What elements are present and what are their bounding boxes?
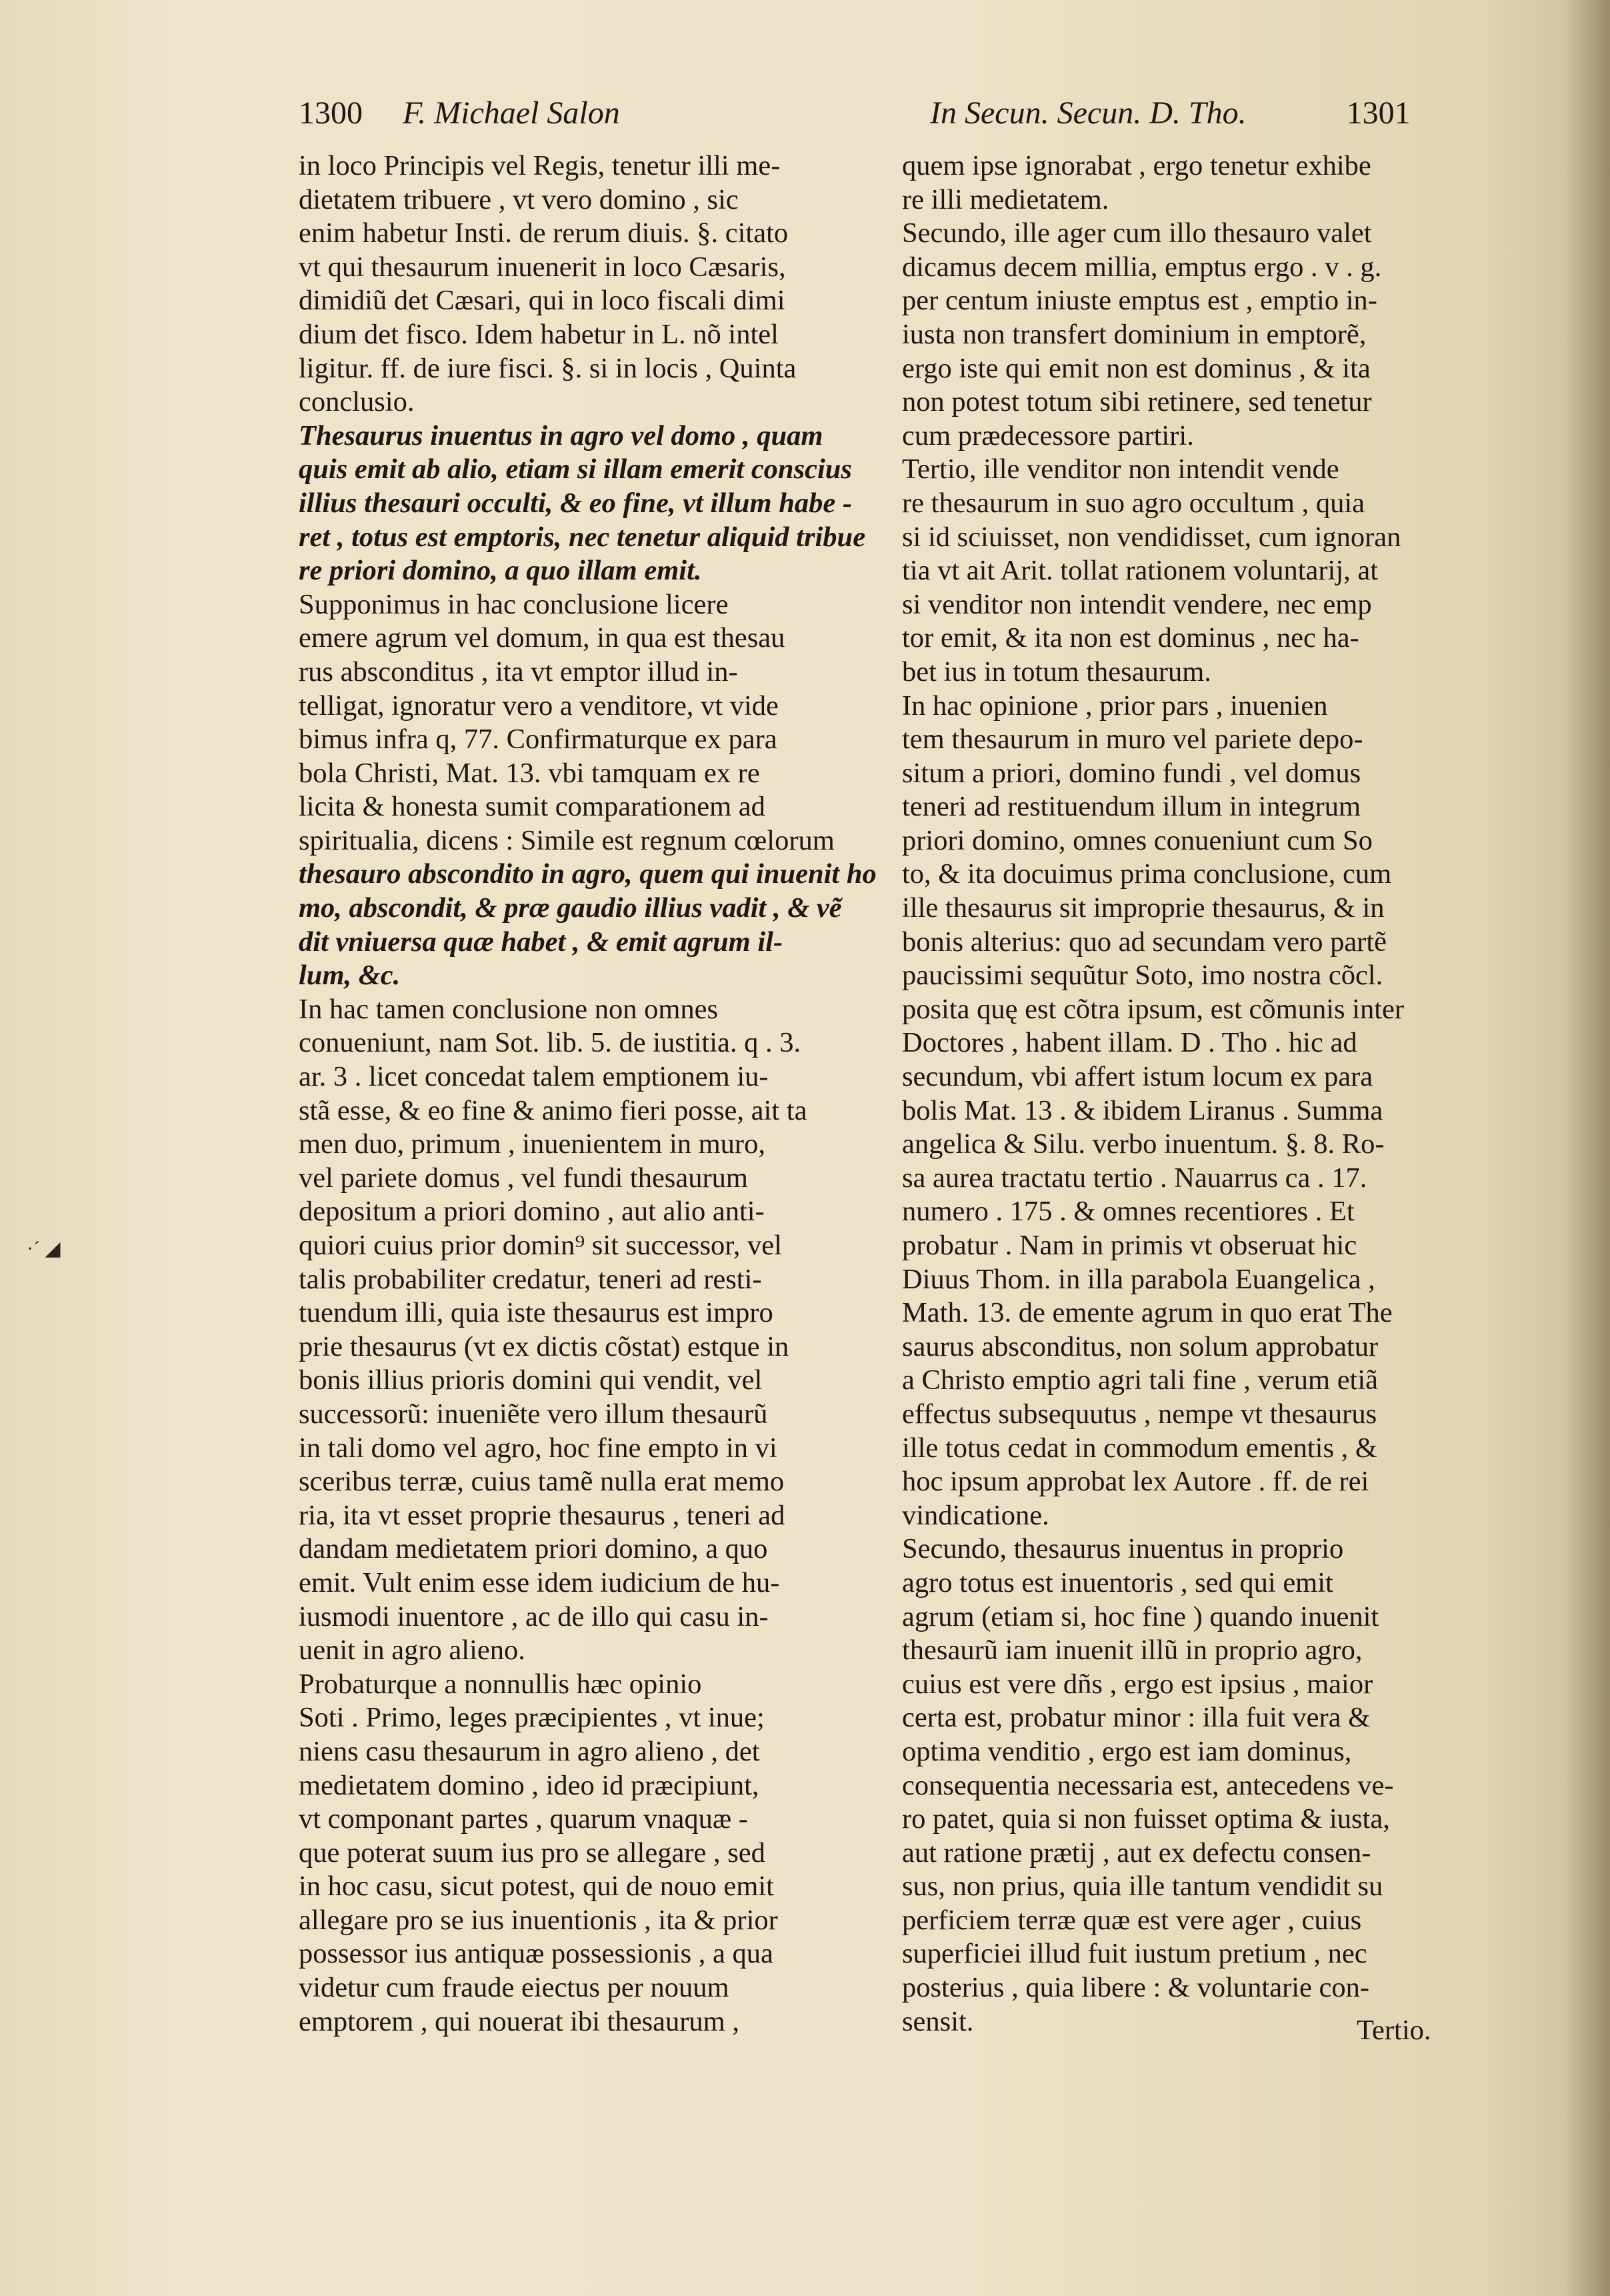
- text-line: talis probabiliter credatur, teneri ad resti-: [299, 1263, 762, 1295]
- text-line: bola Christi, Mat. 13. vbi tamquam ex re: [299, 757, 760, 789]
- text-line: superficiei illud fuit iustum pretium , nec: [902, 1938, 1367, 1970]
- text-line: posita quę est cõtra ipsum, est cõmunis inter: [902, 993, 1405, 1025]
- text-line: in loco Principis vel Regis, tenetur illi me-: [299, 150, 781, 181]
- text-line: cuius est vere dñs , ergo est ipsius , maior: [902, 1668, 1373, 1700]
- text-line: to, & ita docuimus prima conclusione, cum: [902, 858, 1392, 890]
- text-line: possessor ius antiquæ possessionis , a qua: [299, 1938, 773, 1970]
- text-line: men duo, primum , inuenientem in muro,: [299, 1128, 765, 1160]
- text-line: emptorem , qui nouerat ibi thesaurum ,: [299, 2005, 739, 2037]
- text-line: prie thesaurus (vt ex dictis cõstat) estque in: [299, 1330, 789, 1362]
- text-line: in tali domo vel agro, hoc fine empto in vi: [299, 1432, 777, 1464]
- text-line: thesauro abscondito in agro, quem qui inuenit ho: [299, 858, 877, 890]
- margin-ink-mark: ·ˊ ◢: [27, 1238, 61, 1260]
- text-line: re priori domino, a quo illam emit.: [299, 555, 702, 587]
- text-line: quiori cuius prior domin⁹ sit successor, vel: [299, 1230, 782, 1261]
- text-line: dium det fisco. Idem habetur in L. nõ intel: [299, 318, 779, 350]
- text-line: thesaurũ iam inuenit illũ in proprio agro,: [902, 1634, 1363, 1666]
- text-line: bonis alterius: quo ad secundam vero partẽ: [902, 926, 1387, 958]
- text-line: hoc ipsum approbat lex Autore . ff. de rei: [902, 1466, 1369, 1498]
- text-line: perficiem terræ quæ est vere ager , cuius: [902, 1904, 1362, 1936]
- running-header-left: [299, 95, 620, 131]
- text-line: ro patet, quia si non fuisset optima & iusta,: [902, 1803, 1390, 1835]
- header-title-right: In Secun. Secun. D. Tho.: [930, 95, 1247, 131]
- text-line: ar. 3 . licet concedat talem emptionem iu-: [299, 1061, 769, 1093]
- text-line: enim habetur Insti. de rerum diuis. §. citato: [299, 217, 789, 249]
- text-line: lum, &c.: [299, 960, 401, 992]
- text-line: optima venditio , ergo est iam dominus,: [902, 1735, 1352, 1767]
- text-line: emere agrum vel domum, in qua est thesau: [299, 622, 785, 654]
- text-line: tem thesaurum in muro vel pariete depo-: [902, 724, 1363, 756]
- text-line: Diuus Thom. in illa parabola Euangelica ,: [902, 1263, 1375, 1295]
- header-title-left: F. Michael Salon: [403, 95, 620, 131]
- text-line: Math. 13. de emente agrum in quo erat The: [902, 1297, 1393, 1329]
- text-line: agro totus est inuentoris , sed qui emit: [902, 1566, 1333, 1598]
- text-line: numero . 175 . & omnes recentiores . Et: [902, 1196, 1355, 1228]
- text-line: medietatem domino , ideo id præcipiunt,: [299, 1769, 759, 1801]
- text-line: Secundo, ille ager cum illo thesauro valet: [902, 217, 1372, 249]
- text-line: spiritualia, dicens : Simile est regnum cœlorum: [299, 824, 835, 856]
- text-line: aut ratione prætij , aut ex defectu consen-: [902, 1837, 1371, 1869]
- text-line: Soti . Primo, leges præcipientes , vt inue;: [299, 1702, 765, 1734]
- text-line: stã esse, & eo fine & animo fieri posse, ait ta: [299, 1094, 807, 1126]
- text-line: mo, abscondit, & præ gaudio illius vadit , & vẽ: [299, 892, 842, 924]
- text-line: successorũ: inueniẽte vero illum thesaurũ: [299, 1398, 768, 1430]
- text-line: bimus infra q, 77. Confirmaturque ex para: [299, 724, 777, 756]
- text-line: bet ius in totum thesaurum.: [902, 656, 1211, 688]
- text-line: ria, ita vt esset proprie thesaurus , teneri ad: [299, 1499, 785, 1531]
- text-line: sus, non prius, quia ille tantum vendidit su: [902, 1871, 1383, 1903]
- text-line: a Christo emptio agri tali fine , verum etiã: [902, 1364, 1379, 1396]
- text-column-right: [902, 149, 1455, 2039]
- text-line: agrum (etiam si, hoc fine ) quando inuenit: [902, 1600, 1379, 1632]
- text-line: sensit.: [902, 2005, 974, 2037]
- text-line: probatur . Nam in primis vt obseruat hic: [902, 1230, 1357, 1261]
- text-line: priori domino, omnes conueniunt cum So: [902, 824, 1373, 856]
- text-line: telligat, ignoratur vero a venditore, vt vide: [299, 690, 779, 722]
- text-line: cum prædecessore partiri.: [902, 419, 1194, 451]
- text-line: consequentia necessaria est, antecedens ve-: [902, 1769, 1394, 1801]
- text-line: sa aurea tractatu tertio . Nauarrus ca . 17.: [902, 1162, 1367, 1194]
- text-line: re illi medietatem.: [902, 183, 1109, 215]
- text-line: emit. Vult enim esse idem iudicium de hu-: [299, 1566, 780, 1598]
- text-line: Thesaurus inuentus in agro vel domo , quam: [299, 419, 823, 451]
- text-line: vt qui thesaurum inuenerit in loco Cæsaris,: [299, 251, 786, 283]
- text-line: quis emit ab alio, etiam si illam emerit conscius: [299, 453, 852, 485]
- text-line: iusta non transfert dominium in emptorẽ,: [902, 318, 1367, 350]
- text-line: allegare pro se ius inuentionis , ita & prior: [299, 1904, 778, 1936]
- text-line: dicamus decem millia, emptus ergo . v . g.: [902, 251, 1382, 283]
- text-line: si id sciuisset, non vendidisset, cum ignoran: [902, 521, 1401, 553]
- text-line: tor emit, & ita non est dominus , nec ha-: [902, 622, 1359, 654]
- text-column-left: [299, 149, 877, 2039]
- text-line: vel pariete domus , vel fundi thesaurum: [299, 1162, 748, 1194]
- text-line: secundum, vbi affert istum locum ex para: [902, 1061, 1373, 1093]
- text-line: situm a priori, domino fundi , vel domus: [902, 757, 1361, 789]
- text-line: posterius , quia libere : & voluntarie con-: [902, 1972, 1370, 2004]
- text-line: vt componant partes , quarum vnaquæ -: [299, 1803, 748, 1835]
- text-line: ligitur. ff. de iure fisci. §. si in locis , Quinta: [299, 352, 797, 384]
- text-line: si venditor non intendit vendere, nec emp: [902, 588, 1372, 620]
- running-header-right: [930, 95, 1411, 131]
- text-line: bonis illius prioris domini qui vendit, vel: [299, 1364, 763, 1396]
- text-line: vindicatione.: [902, 1499, 1049, 1531]
- text-line: sceribus terræ, cuius tamẽ nulla erat memo: [299, 1466, 785, 1498]
- text-line: dit vniuersa quæ habet , & emit agrum il-: [299, 926, 783, 958]
- text-line: saurus absconditus, non solum approbatur: [902, 1330, 1379, 1362]
- text-line: per centum iniuste emptus est , emptio in-: [902, 285, 1377, 317]
- text-line: effectus subsequutus , nempe vt thesaurus: [902, 1398, 1377, 1430]
- text-line: rus absconditus , ita vt emptor illud in-: [299, 656, 738, 688]
- text-line: ille thesaurus sit improprie thesaurus, & in: [902, 892, 1385, 924]
- text-line: ille totus cedat in commodum ementis , &: [902, 1432, 1377, 1464]
- text-line: certa est, probatur minor : illa fuit vera &: [902, 1702, 1371, 1734]
- text-line: illius thesauri occulti, & eo fine, vt illum habe -: [299, 487, 852, 519]
- page-number-right: 1301: [1346, 95, 1411, 131]
- text-line: tuendum illi, quia iste thesaurus est impro: [299, 1297, 773, 1329]
- text-line: videtur cum fraude eiectus per nouum: [299, 1972, 729, 2004]
- text-line: conueniunt, nam Sot. lib. 5. de iustitia. q . 3.: [299, 1027, 801, 1059]
- text-line: non potest totum sibi retinere, sed tenetur: [902, 386, 1372, 418]
- text-line: niens casu thesaurum in agro alieno , det: [299, 1735, 760, 1767]
- text-line: Supponimus in hac conclusione licere: [299, 588, 729, 620]
- text-line: iusmodi inuentore , ac de illo qui casu in-: [299, 1600, 769, 1632]
- text-line: dandam medietatem priori domino, a quo: [299, 1533, 768, 1565]
- text-line: bolis Mat. 13 . & ibidem Liranus . Summa: [902, 1094, 1383, 1126]
- text-line: Tertio, ille venditor non intendit vende: [902, 453, 1339, 485]
- text-line: In hac tamen conclusione non omnes: [299, 993, 719, 1025]
- text-line: Doctores , habent illam. D . Tho . hic ad: [902, 1027, 1357, 1059]
- text-line: dimidiũ det Cæsari, qui in loco fiscali dimi: [299, 285, 785, 317]
- binding-shadow: [1563, 0, 1610, 2296]
- text-line: dietatem tribuere , vt vero domino , sic: [299, 183, 739, 215]
- text-line: in hoc casu, sicut potest, qui de nouo emit: [299, 1871, 774, 1903]
- text-line: Probaturque a nonnullis hæc opinio: [299, 1668, 702, 1700]
- catchword: Tertio.: [1357, 2015, 1431, 2046]
- page-number-left: 1300: [299, 95, 363, 131]
- text-line: teneri ad restituendum illum in integrum: [902, 791, 1361, 823]
- text-line: ergo iste qui emit non est dominus , & ita: [902, 352, 1371, 384]
- text-line: depositum a priori domino , aut alio anti-: [299, 1196, 765, 1228]
- text-line: ret , totus est emptoris, nec tenetur aliquid tribue: [299, 521, 866, 553]
- text-line: angelica & Silu. verbo inuentum. §. 8. Ro-: [902, 1128, 1385, 1160]
- text-line: conclusio.: [299, 386, 415, 418]
- text-line: Secundo, thesaurus inuentus in proprio: [902, 1533, 1344, 1565]
- text-line: que poterat suum ius pro se allegare , sed: [299, 1837, 765, 1869]
- text-line: licita & honesta sumit comparationem ad: [299, 791, 765, 823]
- text-line: re thesaurum in suo agro occultum , quia: [902, 487, 1365, 519]
- text-line: uenit in agro alieno.: [299, 1634, 525, 1666]
- text-line: quem ipse ignorabat , ergo tenetur exhibe: [902, 150, 1371, 181]
- text-line: tia vt ait Arit. tollat rationem voluntarij, at: [902, 555, 1379, 587]
- text-line: In hac opinione , prior pars , inuenien: [902, 690, 1328, 722]
- text-line: paucissimi sequũtur Soto, imo nostra cõcl.: [902, 960, 1383, 992]
